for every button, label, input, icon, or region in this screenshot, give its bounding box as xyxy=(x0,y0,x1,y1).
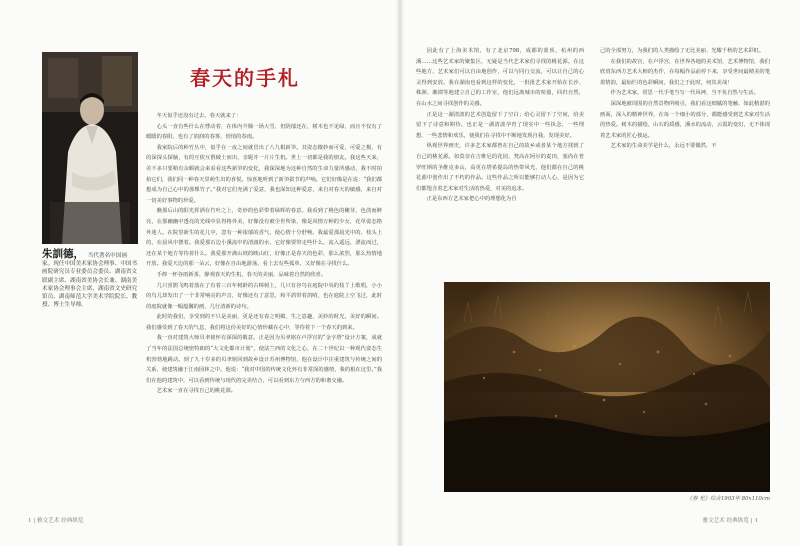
paragraph: 瞧那后山的阳光挥洒在竹叶之上，奇妙的色彩带着绿辉的春意。我看到了桃色的嫩芽，色淡而鲜亮，在那幽幽中透亮的光线中显得格外美，好像没有被尘世所染，像是风情万种的少女，花草姿态格外迷人。在院里新生的花儿中，忽有一种浓郁的香气，使心情十分舒畅。我最爱那晨光中的，枝头上的，在晨风中摆着。我爱那石边小溪流中的清澈的水，它好像要带走些什么，流入遥远，漂流而过，还在某个地方等待着什么。我爱那开满山坡的映山红，好像正是春天的色彩，那么浓烈，那么热情地开放。我爱天边的那一朵云，好像在自由地游荡，看上去有些孤单，又好像在寻找什么。 xyxy=(146,208,382,268)
painting-illustration xyxy=(444,282,770,492)
paragraph: 在我们的故宫，在卢浮宫，在世界各地的美术馆，艺术博物馆，我们欣赏东西方艺术大师的杰作，在每幅作品前停下来，享受世间最精美的笔墨情韵，最灿烂的色彩瞬间，我们之于此时，何其美哉！ xyxy=(600,58,770,86)
paragraph: 我一直对建筑大师贝聿铭怀有深深的敬意。正是因为贝聿铭在卢浮宫的“金字塔”设计方案，成就了当年的法国总统密特朗的“大文化都市计划”，使法兰西的文化之心，在二十世纪以一种现代姿态生机勃勃地跳动。到了九十岁多的贝聿铭回到故乡设计苏州博物馆，他在设计中注重建筑与传统之间的关系，使建筑融于江南园林之中。他说：“我对中国的传统文化怀有非常深的感情，我的根在这里。”我们在他的建筑中，可以看到传统与现代的完美结合，可以看到东方与西方的和谐交融。 xyxy=(146,335,382,384)
paragraph: 此时的我们，享受到的不只是美丽，更是还有春之明媚，生之意趣，美妙的时光，美好的瞬间。我们感受到了春天的气息，我们将这份美好的心情珍藏在心中，等待着下一个春天的到来。 xyxy=(146,314,382,331)
author-portrait-photo xyxy=(42,52,138,244)
author-portrait-illustration xyxy=(42,52,138,244)
paragraph: 因此有了上海美术馆，有了北京798，成都的蓝顶，杭州的西溪……这些艺术家的聚集区，无疑是当代艺术家们寻找的桃花源。在这些地方，艺术家们可以自由地创作，可以与同行交流，可以让自己的心灵得到安放。我在湖南也看到这样的变化，一批批艺术家开始在长沙、株洲、湘潭等地建立自己的工作室，他们远离城市的喧嚣，回归自然，在山水之间寻找创作的灵感。 xyxy=(416,48,584,107)
paragraph: 正是这一湖清波的艺术创造留下了空白；给心灵留下了空间，给美留下了诗意和期待。也正是一湖清波孕育了现实中一些执念，一些理想，一些悲情和欢乐，使我们在寻找中不断地发现自我，发现美好。 xyxy=(416,111,584,139)
author-bio-text: 当代著名中国画家。现任中国美术家协会理事、中国书画院研究员专业委员会委员、湖南省文联副主席、湖南省美协会长兼、湖南美术家协会理事会主席、湖南省文史研究馆员、湖南师范大学美术学院院长、教授、博士生导师。 xyxy=(42,253,138,309)
paragraph: 心头一直有些什么在悸动着，在体内升腾一场大雪，但阴郁还在，树木也不见绿，而且不仅有了暖暖的春阳，也有了润润的春雾，悄悄的春雨。 xyxy=(146,123,382,141)
paragraph: 我家院后的种竹丛中，似乎在一夜之间就冒出了八九根新笋。其姿态微妙而可爱，可爱之极，有的深探头探脑，有的互依互偎破土而出，亲昵并一片片生机。世上一切都是我的朋友。我这些天来，差不多只要稍有余暇就会来看看这些新笋的变化，我深深地为这种自然的生命力量所感动，我不时拍拍它们，我们同一种春天里萌生出的喜悦。惊喜地听到了新笋拔节的声响。它们好像是在说：“我们都想成为自己心中的那棵竹子。”我对它们充满了爱意，我也深知这种爱意，来自对春天的敏感，来自对一切美好事物的珍爱。 xyxy=(146,144,382,204)
article-right-column-2 xyxy=(600,46,770,294)
right-page xyxy=(400,0,800,546)
paragraph: 正是东西方艺术家把心中的理想化为自 xyxy=(426,196,517,203)
painting-image xyxy=(444,282,770,492)
page-gutter xyxy=(396,0,404,546)
article-title: 春天的手札 xyxy=(190,66,300,90)
footer-right-folio: 雅文艺术 经典纵览 | 1 xyxy=(702,518,758,524)
paragraph: 艺术家的生命美学是什么，永远不要偶然，不 xyxy=(610,143,717,150)
paragraph: 手捧一杯谷雨新茶，静观春天的生机，春天的美丽，品味着自然的欣喜。 xyxy=(156,271,327,278)
paragraph: 深深地被周围的自然景物所吸引，我们看这细腻的笔触、如此精湛的画面，深入的精神世界，在每一个细小的部分，都能感受到艺术家对生活的热爱。树木的描绘，山石的质感，溪水的流动，云霞的变幻，无不体现着艺术家的匠心独运。 xyxy=(600,100,770,139)
article-right-column-1 xyxy=(416,46,584,294)
paragraph: 纵观世界画史，许多艺术家都曾在自己的故乡或者某个地方找到了自己的桃花源。如莫奈在吉维尼的花园，梵高在阿尔的麦田，塞尚在普罗旺斯的圣维克多山，高更在塔希提岛的热带风光，他们都在自己的桃花源中创作出了不朽的作品。这些作品之所以能够打动人心，是因为它们都饱含着艺术家对生活的热爱，对美的追求。 xyxy=(416,143,584,192)
author-bio xyxy=(42,250,138,309)
paragraph: 己的全部努力，为我们的人类描绘了无比美丽、光耀千秋的艺术彩虹。 xyxy=(600,48,765,54)
painting-caption: 《春 光》综合1993年 80x110cm xyxy=(686,496,770,502)
author-name: 朱訓德， xyxy=(42,248,84,260)
paragraph: 艺术家一直在寻找自己的桃花源。 xyxy=(156,388,237,395)
article-left-column xyxy=(146,111,382,516)
paragraph: 作为艺术家，常思一代手笔当写一代风神，当不负自然与生活。 xyxy=(610,90,759,97)
footer-left-folio: 1 | 雅文艺术 经典纵览 xyxy=(28,518,84,524)
paragraph: 冬天似乎还没有过去，春天就来了： xyxy=(156,113,242,119)
paragraph: 几只喜鹊飞鸣着落在了有着三百年树龄的古樟树上，几只有谷鸟在庭院中央的枝丫上歌唱，小小的鸟儿却发出了一个非常响亮的声音，好像还有了意思，和平鸽带着鸽哨，也在庭院上空飞过，此时的庭院就像一幅蕴馨的画，几行清新的诗句。 xyxy=(146,282,382,310)
